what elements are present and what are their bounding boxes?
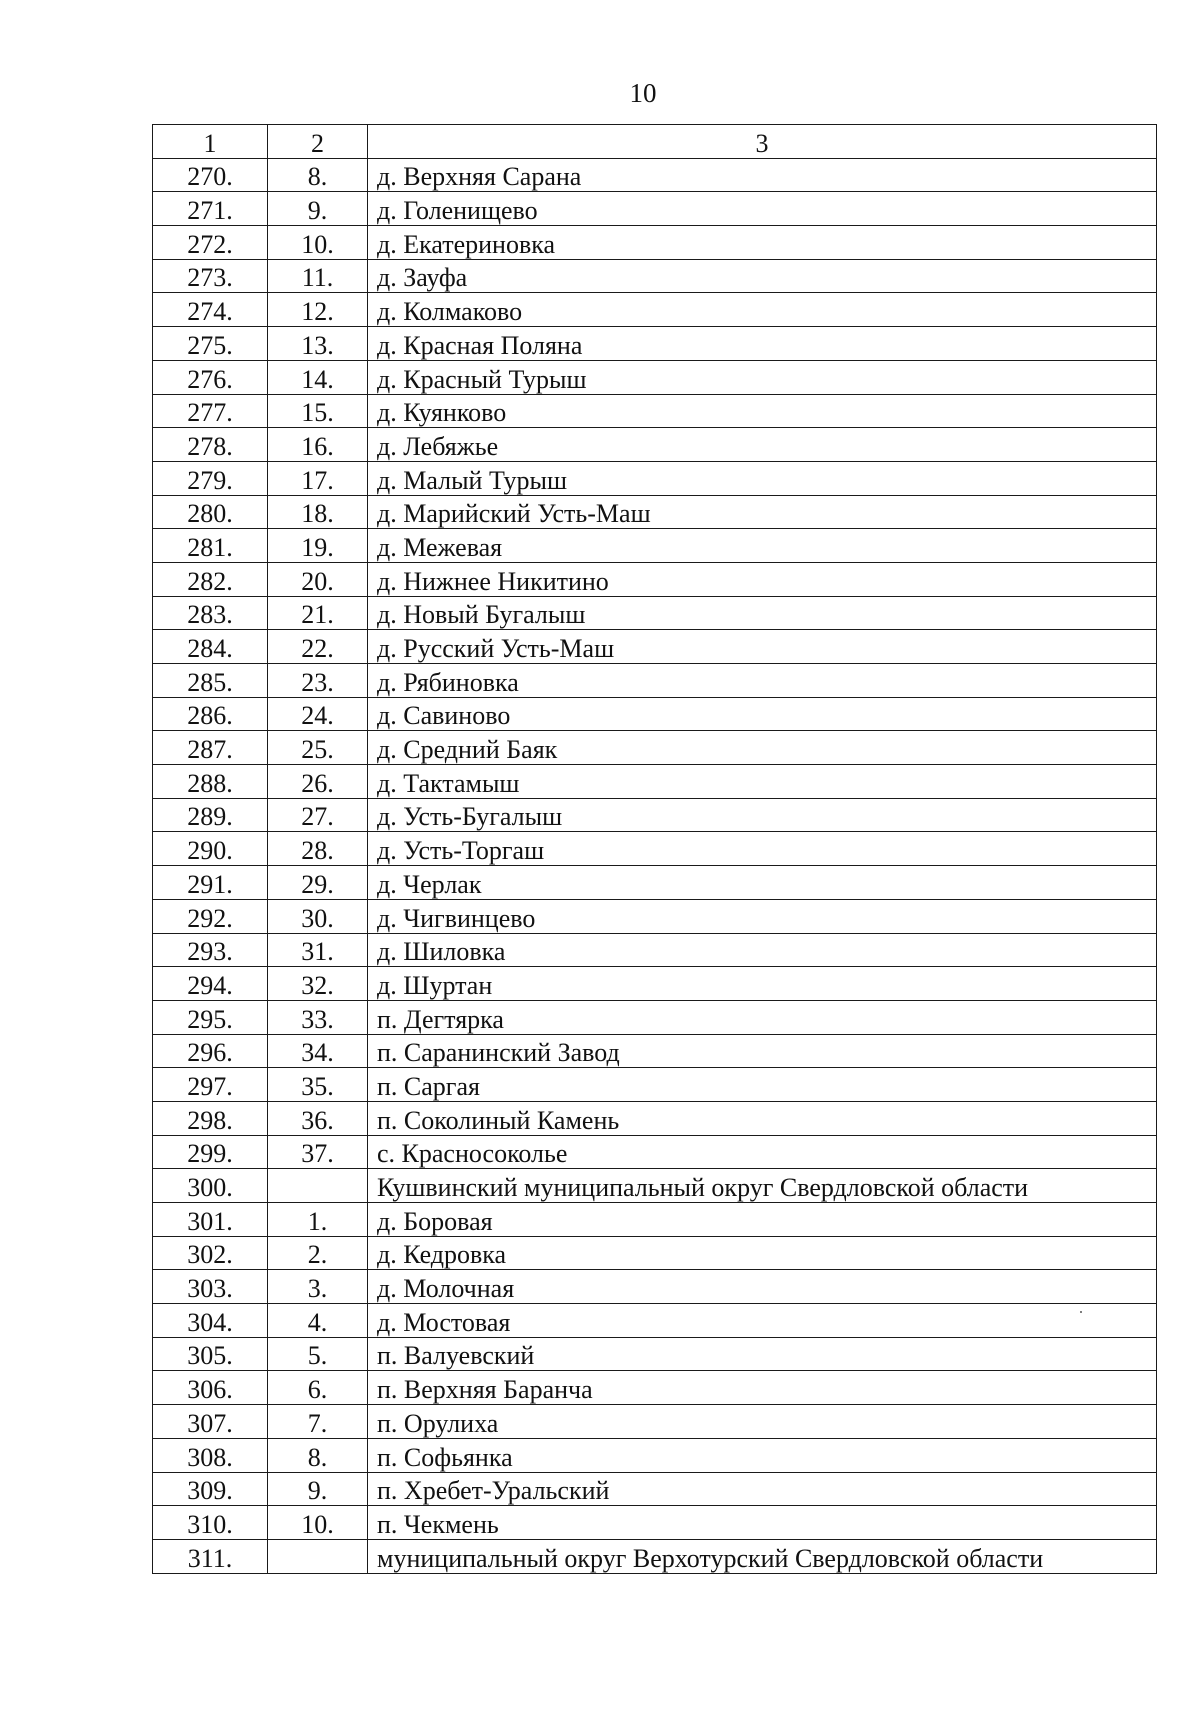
table-row [153, 192, 1157, 226]
table-row [153, 1135, 1157, 1169]
row-name-cell: п. Софьянка [368, 1438, 1157, 1472]
table-row [153, 394, 1157, 428]
row-index-cell: 271. [153, 192, 268, 226]
row-name-cell: д. Усть-Торгаш [368, 832, 1157, 866]
row-name-cell: с. Красносоколье [368, 1135, 1157, 1169]
row-name-cell: п. Чекмень [368, 1506, 1157, 1540]
row-index-cell: 289. [153, 798, 268, 832]
table-row [153, 259, 1157, 293]
table-row [153, 1371, 1157, 1405]
row-subindex-cell: 9. [268, 192, 368, 226]
table-row [153, 293, 1157, 327]
row-index-cell: 270. [153, 158, 268, 192]
table-row [153, 1304, 1157, 1338]
row-name-cell: п. Саргая [368, 1068, 1157, 1102]
table-row [153, 529, 1157, 563]
header-cell-subindex: 2 [268, 125, 368, 159]
row-subindex-cell: 10. [268, 1506, 368, 1540]
row-subindex-cell: 24. [268, 697, 368, 731]
row-index-cell: 279. [153, 461, 268, 495]
table-row [153, 1068, 1157, 1102]
row-name-cell: п. Орулиха [368, 1405, 1157, 1439]
row-subindex-cell: 4. [268, 1304, 368, 1338]
row-name-cell: д. Голенищево [368, 192, 1157, 226]
row-name-cell: д. Малый Турыш [368, 461, 1157, 495]
table-row [153, 1270, 1157, 1304]
row-name-cell: д. Лебяжье [368, 428, 1157, 462]
row-name-cell: д. Чигвинцево [368, 899, 1157, 933]
row-subindex-cell: 10. [268, 226, 368, 260]
table-body [153, 125, 1157, 1574]
table-row [153, 360, 1157, 394]
row-index-cell: 276. [153, 360, 268, 394]
row-subindex-cell: 27. [268, 798, 368, 832]
row-index-cell: 294. [153, 967, 268, 1001]
row-subindex-cell: 2. [268, 1236, 368, 1270]
row-index-cell: 284. [153, 630, 268, 664]
row-index-cell: 278. [153, 428, 268, 462]
row-subindex-cell: 36. [268, 1101, 368, 1135]
row-index-cell: 275. [153, 327, 268, 361]
table-row [153, 1236, 1157, 1270]
row-index-cell: 292. [153, 899, 268, 933]
row-name-cell: д. Средний Баяк [368, 731, 1157, 765]
table-row [153, 495, 1157, 529]
table-row [153, 428, 1157, 462]
row-name-cell: д. Русский Усть-Маш [368, 630, 1157, 664]
row-subindex-cell: 33. [268, 1000, 368, 1034]
table-row [153, 899, 1157, 933]
row-index-cell: 307. [153, 1405, 268, 1439]
header-cell-name: 3 [368, 125, 1157, 159]
page-number: 10 [629, 78, 657, 108]
row-index-cell: 282. [153, 562, 268, 596]
row-subindex-cell: 8. [268, 158, 368, 192]
row-subindex-cell: 26. [268, 765, 368, 799]
row-index-cell: 305. [153, 1337, 268, 1371]
row-subindex-cell: 17. [268, 461, 368, 495]
row-subindex-cell: 20. [268, 562, 368, 596]
table-row [153, 1337, 1157, 1371]
row-name-cell: д. Красный Турыш [368, 360, 1157, 394]
row-name-cell: д. Боровая [368, 1203, 1157, 1237]
row-subindex-cell: 5. [268, 1337, 368, 1371]
row-subindex-cell: 12. [268, 293, 368, 327]
row-index-cell: 285. [153, 664, 268, 698]
row-index-cell: 290. [153, 832, 268, 866]
row-name-cell: д. Усть-Бугалыш [368, 798, 1157, 832]
row-subindex-cell: 34. [268, 1034, 368, 1068]
table-row [153, 765, 1157, 799]
row-subindex-cell: 9. [268, 1472, 368, 1506]
row-index-cell: 287. [153, 731, 268, 765]
row-subindex-cell: 23. [268, 664, 368, 698]
row-name-cell: д. Марийский Усть-Маш [368, 495, 1157, 529]
table-row [153, 866, 1157, 900]
table-row [153, 1000, 1157, 1034]
row-subindex-cell: 21. [268, 596, 368, 630]
row-index-cell: 286. [153, 697, 268, 731]
row-subindex-cell: 30. [268, 899, 368, 933]
row-subindex-cell: 16. [268, 428, 368, 462]
row-index-cell: 298. [153, 1101, 268, 1135]
table-row [153, 327, 1157, 361]
row-name-cell: п. Верхняя Баранча [368, 1371, 1157, 1405]
row-name-cell: д. Колмаково [368, 293, 1157, 327]
row-name-cell: д. Екатериновка [368, 226, 1157, 260]
table-row [153, 1169, 1157, 1203]
row-name-cell: д. Кедровка [368, 1236, 1157, 1270]
row-name-cell: д. Куянково [368, 394, 1157, 428]
row-name-cell: д. Красная Поляна [368, 327, 1157, 361]
table-row [153, 664, 1157, 698]
row-name-cell: д. Шиловка [368, 933, 1157, 967]
settlements-table [152, 124, 1157, 1574]
table-row [153, 967, 1157, 1001]
row-name-cell: п. Соколиный Камень [368, 1101, 1157, 1135]
row-subindex-cell: 25. [268, 731, 368, 765]
row-subindex-cell [268, 1169, 368, 1203]
row-subindex-cell: 1. [268, 1203, 368, 1237]
row-index-cell: 281. [153, 529, 268, 563]
row-name-cell: д. Савиново [368, 697, 1157, 731]
row-name-cell: д. Тактамыш [368, 765, 1157, 799]
table-row [153, 630, 1157, 664]
table-row [153, 596, 1157, 630]
row-name-cell: д. Молочная [368, 1270, 1157, 1304]
row-subindex-cell: 8. [268, 1438, 368, 1472]
row-subindex-cell: 6. [268, 1371, 368, 1405]
row-index-cell: 309. [153, 1472, 268, 1506]
row-index-cell: 277. [153, 394, 268, 428]
row-subindex-cell: 32. [268, 967, 368, 1001]
row-index-cell: 300. [153, 1169, 268, 1203]
table-row [153, 562, 1157, 596]
row-index-cell: 293. [153, 933, 268, 967]
row-index-cell: 311. [153, 1539, 268, 1573]
row-name-cell: д. Нижнее Никитино [368, 562, 1157, 596]
table-row [153, 1472, 1157, 1506]
table-row [153, 158, 1157, 192]
table-row [153, 1405, 1157, 1439]
table-row [153, 226, 1157, 260]
row-index-cell: 280. [153, 495, 268, 529]
row-index-cell: 299. [153, 1135, 268, 1169]
row-name-cell: д. Мостовая [368, 1304, 1157, 1338]
header-cell-index: 1 [153, 125, 268, 159]
row-subindex-cell: 18. [268, 495, 368, 529]
row-subindex-cell: 15. [268, 394, 368, 428]
row-subindex-cell: 13. [268, 327, 368, 361]
table-row [153, 1203, 1157, 1237]
scan-speck [1080, 1311, 1082, 1313]
row-subindex-cell: 3. [268, 1270, 368, 1304]
row-index-cell: 274. [153, 293, 268, 327]
row-index-cell: 301. [153, 1203, 268, 1237]
row-subindex-cell [268, 1539, 368, 1573]
row-index-cell: 295. [153, 1000, 268, 1034]
row-index-cell: 302. [153, 1236, 268, 1270]
row-subindex-cell: 22. [268, 630, 368, 664]
table-row [153, 1101, 1157, 1135]
row-index-cell: 291. [153, 866, 268, 900]
row-name-cell: п. Валуевский [368, 1337, 1157, 1371]
row-name-cell: д. Межевая [368, 529, 1157, 563]
row-name-cell: муниципальный округ Верхотурский Свердловской области [368, 1539, 1157, 1573]
row-name-cell: д. Шуртан [368, 967, 1157, 1001]
row-subindex-cell: 7. [268, 1405, 368, 1439]
row-index-cell: 306. [153, 1371, 268, 1405]
row-index-cell: 272. [153, 226, 268, 260]
row-index-cell: 288. [153, 765, 268, 799]
row-index-cell: 303. [153, 1270, 268, 1304]
row-index-cell: 310. [153, 1506, 268, 1540]
row-subindex-cell: 11. [268, 259, 368, 293]
row-index-cell: 308. [153, 1438, 268, 1472]
row-name-cell: д. Новый Бугалыш [368, 596, 1157, 630]
row-subindex-cell: 29. [268, 866, 368, 900]
table-row [153, 832, 1157, 866]
table-row [153, 798, 1157, 832]
table-row [153, 461, 1157, 495]
table-row [153, 933, 1157, 967]
row-name-cell: п. Саранинский Завод [368, 1034, 1157, 1068]
table-row [153, 697, 1157, 731]
row-index-cell: 283. [153, 596, 268, 630]
row-name-cell: д. Рябиновка [368, 664, 1157, 698]
row-subindex-cell: 31. [268, 933, 368, 967]
table-row [153, 1539, 1157, 1573]
table-row [153, 1438, 1157, 1472]
table-row [153, 1506, 1157, 1540]
row-subindex-cell: 37. [268, 1135, 368, 1169]
table-header-row [153, 125, 1157, 159]
row-index-cell: 296. [153, 1034, 268, 1068]
row-name-cell: п. Дегтярка [368, 1000, 1157, 1034]
row-name-cell: п. Хребет-Уральский [368, 1472, 1157, 1506]
row-subindex-cell: 35. [268, 1068, 368, 1102]
row-index-cell: 297. [153, 1068, 268, 1102]
row-index-cell: 273. [153, 259, 268, 293]
row-index-cell: 304. [153, 1304, 268, 1338]
row-name-cell: Кушвинский муниципальный округ Свердловской области [368, 1169, 1157, 1203]
table-row [153, 731, 1157, 765]
table-row [153, 1034, 1157, 1068]
row-name-cell: д. Верхняя Сарана [368, 158, 1157, 192]
row-subindex-cell: 19. [268, 529, 368, 563]
row-name-cell: д. Зауфа [368, 259, 1157, 293]
row-name-cell: д. Черлак [368, 866, 1157, 900]
row-subindex-cell: 14. [268, 360, 368, 394]
row-subindex-cell: 28. [268, 832, 368, 866]
